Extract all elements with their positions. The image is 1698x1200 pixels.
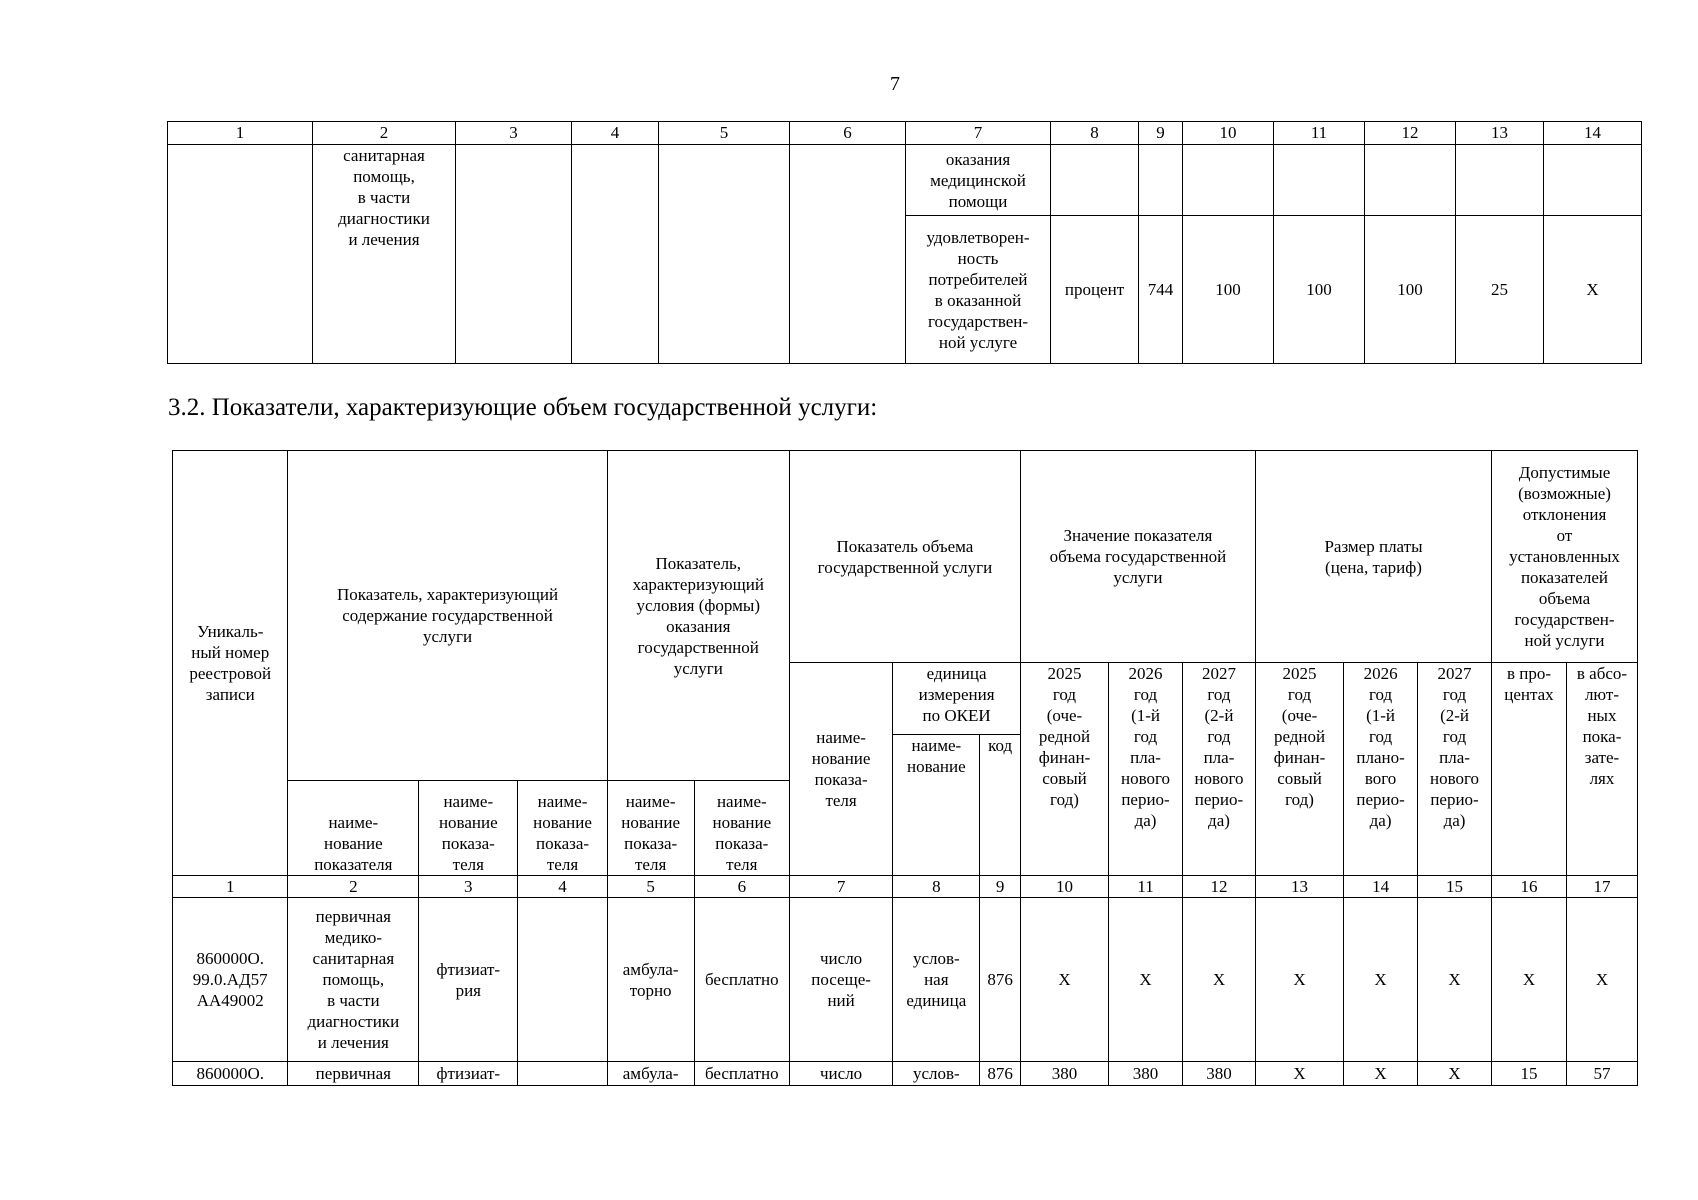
cell-empty — [456, 145, 572, 364]
header-unit-name: наиме- нование — [893, 735, 980, 876]
header-deviations: Допустимые (возможные) отклонения от установленных показателей объема государствен- ной услуги — [1492, 451, 1638, 663]
cell-unique-number: 860000О. — [173, 1062, 288, 1086]
header-content-name-2: наиме- нование показа- теля — [419, 781, 518, 876]
header-fee-2026: 2026 год (1-й год плано- вого перио- да) — [1344, 663, 1418, 876]
cell-deviation: 15 — [1492, 1062, 1567, 1086]
column-number-row — [168, 122, 1642, 145]
cell-unit-name: услов- ная единица — [893, 898, 980, 1062]
col-number: 8 — [1051, 122, 1139, 145]
cell-empty — [1051, 145, 1139, 216]
col-number: 2 — [288, 876, 419, 898]
page-number: 7 — [890, 73, 900, 95]
cell-empty — [790, 145, 906, 364]
cell-fee: Х — [1255, 1062, 1343, 1086]
cell-content-1: первичная — [288, 1062, 419, 1086]
cell-content-2: фтизиат- — [419, 1062, 518, 1086]
cell-unit-code: 876 — [980, 1062, 1021, 1086]
cell-content-3 — [518, 898, 607, 1062]
header-content-name-3: наиме- нование показа- теля — [518, 781, 607, 876]
cell-unit-code: 876 — [980, 898, 1021, 1062]
col-number: 16 — [1492, 876, 1567, 898]
cell-value: 380 — [1109, 1062, 1183, 1086]
col-number: 3 — [456, 122, 572, 145]
cell-condition-2: бесплатно — [694, 1062, 789, 1086]
col-number: 14 — [1544, 122, 1642, 145]
col-number: 5 — [659, 122, 790, 145]
header-fee-2025: 2025 год (оче- редной финан- совый год) — [1255, 663, 1343, 876]
header-conditions-name-1: наиме- нование показа- теля — [607, 781, 694, 876]
cell-service-content: санитарная помощь, в части диагностики и лечения — [313, 145, 456, 364]
cell-value: Х — [1183, 898, 1256, 1062]
table-row — [173, 898, 1638, 1062]
cell-content-1: первичная медико- санитарная помощь, в части диагностики и лечения — [288, 898, 419, 1062]
col-number: 11 — [1109, 876, 1183, 898]
cell-unit-code: 744 — [1139, 216, 1183, 364]
col-number: 7 — [906, 122, 1051, 145]
header-content-name-1: наиме- нование показателя — [288, 781, 419, 876]
cell-indicator-name: число посеще- ний — [789, 898, 892, 1062]
col-number: 10 — [1183, 122, 1274, 145]
cell-value: 380 — [1183, 1062, 1256, 1086]
col-number: 12 — [1183, 876, 1256, 898]
cell-deviation: 57 — [1566, 1062, 1637, 1086]
col-number: 8 — [893, 876, 980, 898]
table-row — [173, 1062, 1638, 1086]
cell-unique-number — [168, 145, 313, 364]
col-number: 9 — [980, 876, 1021, 898]
header-fee-2027: 2027 год (2-й год пла- нового перио- да) — [1418, 663, 1492, 876]
cell-deviation: Х — [1492, 898, 1567, 1062]
cell-fee: Х — [1418, 1062, 1492, 1086]
header-conditions-indicator: Показатель, характеризующий условия (формы) оказания государственной услуги — [607, 451, 789, 781]
header-conditions-name-2: наиме- нование показа- теля — [694, 781, 789, 876]
col-number: 17 — [1566, 876, 1637, 898]
cell-empty — [1456, 145, 1544, 216]
cell-value: 380 — [1020, 1062, 1108, 1086]
cell-content-2: фтизиат- рия — [419, 898, 518, 1062]
cell-value: 100 — [1365, 216, 1456, 364]
col-number: 4 — [572, 122, 659, 145]
cell-empty — [1274, 145, 1365, 216]
col-number: 13 — [1456, 122, 1544, 145]
header-fee: Размер платы (цена, тариф) — [1255, 451, 1491, 663]
cell-deviation: Х — [1566, 898, 1637, 1062]
cell-indicator-name: число — [789, 1062, 892, 1086]
table-row — [168, 145, 1642, 216]
cell-content-3 — [518, 1062, 607, 1086]
header-year-2025: 2025 год (оче- редной финан- совый год) — [1020, 663, 1108, 876]
col-number: 9 — [1139, 122, 1183, 145]
cell-fee: Х — [1344, 898, 1418, 1062]
cell-empty — [1139, 145, 1183, 216]
col-number: 2 — [313, 122, 456, 145]
col-number: 15 — [1418, 876, 1492, 898]
cell-value: 25 — [1456, 216, 1544, 364]
header-unique-number: Уникаль- ный номер реестровой записи — [173, 451, 288, 876]
cell-fee: Х — [1418, 898, 1492, 1062]
cell-value: Х — [1109, 898, 1183, 1062]
col-number: 1 — [173, 876, 288, 898]
col-number: 6 — [790, 122, 906, 145]
col-number: 12 — [1365, 122, 1456, 145]
col-number: 5 — [607, 876, 694, 898]
header-year-2027: 2027 год (2-й год пла- нового перио- да) — [1183, 663, 1256, 876]
header-volume-value: Значение показателя объема государственной услуги — [1020, 451, 1255, 663]
volume-indicators-table — [172, 450, 1638, 1086]
header-unit-code: код — [980, 735, 1021, 876]
cell-empty — [1365, 145, 1456, 216]
cell-indicator-name: удовлетворен- ность потребителей в оказанной государствен- ной услуге — [906, 216, 1051, 364]
cell-unit-name: услов- — [893, 1062, 980, 1086]
cell-empty — [1183, 145, 1274, 216]
cell-empty — [572, 145, 659, 364]
col-number: 3 — [419, 876, 518, 898]
col-number: 10 — [1020, 876, 1108, 898]
cell-value: Х — [1544, 216, 1642, 364]
cell-condition-1: амбула- торно — [607, 898, 694, 1062]
cell-value: Х — [1020, 898, 1108, 1062]
col-number: 14 — [1344, 876, 1418, 898]
col-number: 4 — [518, 876, 607, 898]
col-number: 7 — [789, 876, 892, 898]
header-unit-okei: единица измерения по ОКЕИ — [893, 663, 1021, 735]
cell-condition-2: бесплатно — [694, 898, 789, 1062]
header-year-2026: 2026 год (1-й год пла- нового перио- да) — [1109, 663, 1183, 876]
cell-condition-1: амбула- — [607, 1062, 694, 1086]
header-volume-indicator: Показатель объема государственной услуги — [789, 451, 1020, 663]
cell-empty — [1544, 145, 1642, 216]
cell-unit-name: процент — [1051, 216, 1139, 364]
cell-indicator-name: оказания медицинской помощи — [906, 145, 1051, 216]
column-number-row — [173, 876, 1638, 898]
cell-fee: Х — [1255, 898, 1343, 1062]
col-number: 13 — [1255, 876, 1343, 898]
col-number: 1 — [168, 122, 313, 145]
cell-empty — [659, 145, 790, 364]
quality-indicators-table-continuation — [167, 121, 1642, 364]
cell-value: 100 — [1183, 216, 1274, 364]
header-volume-indicator-name: наиме- нование показа- теля — [789, 663, 892, 876]
col-number: 6 — [694, 876, 789, 898]
col-number: 11 — [1274, 122, 1365, 145]
header-in-absolute: в абсо- лют- ных пока- зате- лях — [1566, 663, 1637, 876]
cell-fee: Х — [1344, 1062, 1418, 1086]
header-content-indicator: Показатель, характеризующий содержание государственной услуги — [288, 451, 607, 781]
cell-value: 100 — [1274, 216, 1365, 364]
header-in-percent: в про- центах — [1492, 663, 1567, 876]
cell-unique-number: 860000О. 99.0.АД57 АА49002 — [173, 898, 288, 1062]
section-heading: 3.2. Показатели, характеризующие объем государственной услуги: — [168, 394, 878, 421]
